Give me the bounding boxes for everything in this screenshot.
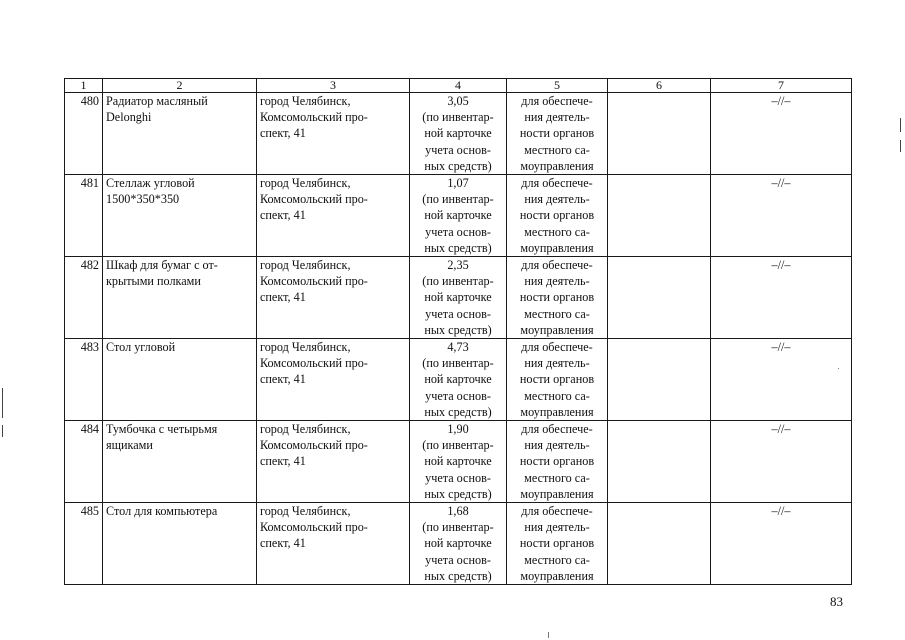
item-address: город Челябинск, Комсомольский про- спект, 41 bbox=[257, 421, 410, 503]
table-row bbox=[65, 503, 852, 585]
item-column-6 bbox=[608, 421, 711, 503]
item-purpose: для обеспече- ния деятель- ности органов местного са- моуправления bbox=[507, 93, 608, 175]
item-cost: 4,73 (по инвентар- ной карточке учета основ- ных средств) bbox=[410, 339, 507, 421]
column-number-row bbox=[65, 79, 852, 93]
table-row bbox=[65, 93, 852, 175]
item-address: город Челябинск, Комсомольский про- спект, 41 bbox=[257, 93, 410, 175]
scan-artifact bbox=[2, 425, 3, 437]
item-column-6 bbox=[608, 339, 711, 421]
item-column-6 bbox=[608, 503, 711, 585]
column-number-cell: 1 bbox=[65, 79, 103, 93]
item-name: Радиатор масляный Delonghi bbox=[103, 93, 257, 175]
item-cost: 1,07 (по инвентар- ной карточке учета основ- ных средств) bbox=[410, 175, 507, 257]
item-name: Стол угловой bbox=[103, 339, 257, 421]
scan-artifact bbox=[900, 118, 901, 132]
item-name: Стол для компьютера bbox=[103, 503, 257, 585]
item-cost: 1,68 (по инвентар- ной карточке учета основ- ных средств) bbox=[410, 503, 507, 585]
item-ditto-mark: –//– bbox=[711, 421, 852, 503]
table-row bbox=[65, 175, 852, 257]
item-number: 485 bbox=[65, 503, 103, 585]
item-cost: 2,35 (по инвентар- ной карточке учета основ- ных средств) bbox=[410, 257, 507, 339]
item-ditto-mark: –//– bbox=[711, 175, 852, 257]
column-number-cell: 6 bbox=[608, 79, 711, 93]
item-column-6 bbox=[608, 257, 711, 339]
item-purpose: для обеспече- ния деятель- ности органов местного са- моуправления bbox=[507, 421, 608, 503]
item-number: 481 bbox=[65, 175, 103, 257]
column-number-cell: 7 bbox=[711, 79, 852, 93]
item-purpose: для обеспече- ния деятель- ности органов местного са- моуправления bbox=[507, 257, 608, 339]
scan-artifact bbox=[900, 140, 901, 152]
column-number-cell: 5 bbox=[507, 79, 608, 93]
item-cost: 3,05 (по инвентар- ной карточке учета основ- ных средств) bbox=[410, 93, 507, 175]
item-ditto-mark: –//– bbox=[711, 339, 852, 421]
item-address: город Челябинск, Комсомольский про- спект, 41 bbox=[257, 175, 410, 257]
item-purpose: для обеспече- ния деятель- ности органов местного са- моуправления bbox=[507, 175, 608, 257]
page-number: 83 bbox=[830, 594, 843, 609]
item-ditto-mark: –//– bbox=[711, 93, 852, 175]
item-number: 480 bbox=[65, 93, 103, 175]
table-row bbox=[65, 257, 852, 339]
property-registry-table bbox=[64, 78, 852, 585]
item-name: Шкаф для бумаг с от- крытыми полками bbox=[103, 257, 257, 339]
table-row bbox=[65, 339, 852, 421]
item-column-6 bbox=[608, 175, 711, 257]
column-number-cell: 3 bbox=[257, 79, 410, 93]
column-number-cell: 2 bbox=[103, 79, 257, 93]
item-name: Тумбочка с четырьмя ящиками bbox=[103, 421, 257, 503]
item-ditto-mark: –//– bbox=[711, 503, 852, 585]
scan-artifact bbox=[548, 632, 549, 638]
item-number: 483 bbox=[65, 339, 103, 421]
scan-artifact bbox=[2, 388, 3, 418]
item-name: Стеллаж угловой 1500*350*350 bbox=[103, 175, 257, 257]
item-ditto-mark: –//– bbox=[711, 257, 852, 339]
item-address: город Челябинск, Комсомольский про- спект, 41 bbox=[257, 503, 410, 585]
item-purpose: для обеспече- ния деятель- ности органов местного са- моуправления bbox=[507, 503, 608, 585]
scan-artifact bbox=[838, 368, 839, 369]
item-cost: 1,90 (по инвентар- ной карточке учета основ- ных средств) bbox=[410, 421, 507, 503]
item-number: 482 bbox=[65, 257, 103, 339]
column-number-cell: 4 bbox=[410, 79, 507, 93]
item-address: город Челябинск, Комсомольский про- спект, 41 bbox=[257, 257, 410, 339]
item-address: город Челябинск, Комсомольский про- спект, 41 bbox=[257, 339, 410, 421]
item-purpose: для обеспече- ния деятель- ности органов местного са- моуправления bbox=[507, 339, 608, 421]
table-row bbox=[65, 421, 852, 503]
item-number: 484 bbox=[65, 421, 103, 503]
item-column-6 bbox=[608, 93, 711, 175]
